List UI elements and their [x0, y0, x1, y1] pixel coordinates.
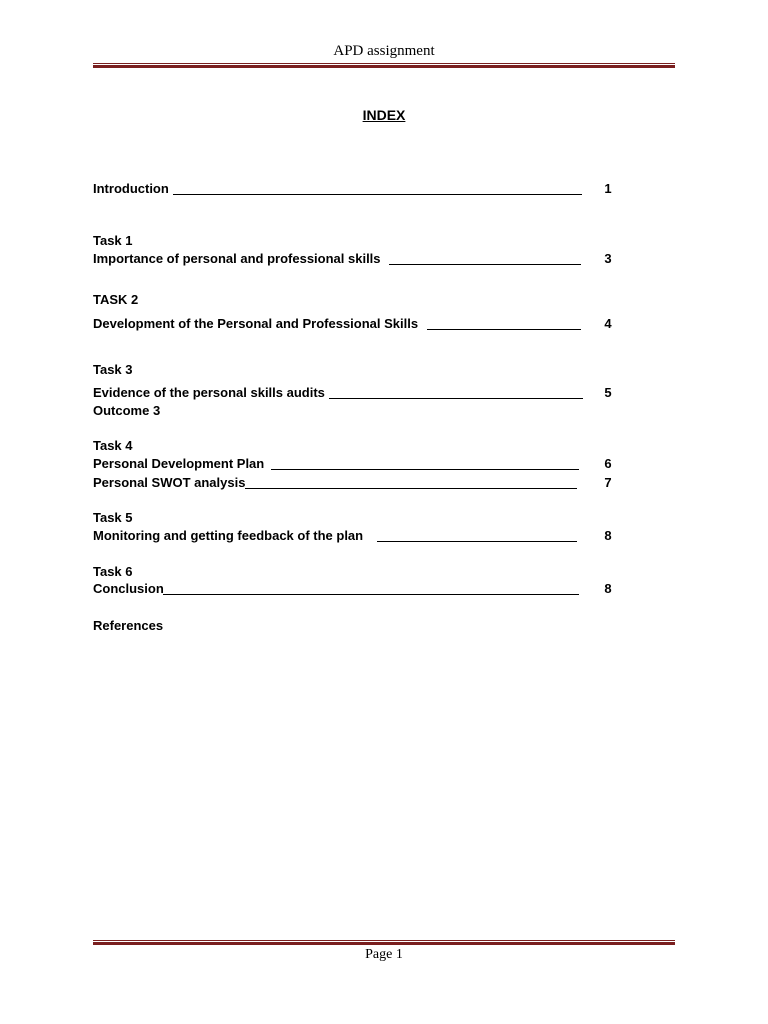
header-rule	[93, 63, 675, 68]
task-heading: Task 1	[93, 233, 133, 248]
toc-label: Conclusion	[93, 581, 164, 596]
toc-page-number: 5	[604, 385, 612, 400]
dot-leader	[173, 194, 582, 195]
toc-entry-introduction	[93, 181, 582, 197]
toc-page-number: 8	[604, 581, 612, 596]
toc-page-number: 8	[604, 528, 612, 543]
toc-entry-task4-swot	[93, 475, 577, 491]
toc-page-number: 4	[604, 316, 612, 331]
toc-label: Personal SWOT analysis	[93, 475, 246, 490]
toc-label: Introduction	[93, 181, 169, 196]
toc-entry-task5	[93, 528, 577, 544]
dot-leader	[271, 469, 579, 470]
index-title: INDEX	[362, 107, 406, 123]
toc-page-number: 6	[604, 456, 612, 471]
outcome-label: Outcome 3	[93, 403, 161, 418]
toc-label: Monitoring and getting feedback of the plan	[93, 528, 364, 543]
dot-leader	[389, 264, 581, 265]
toc-label: Importance of personal and professional skills	[93, 251, 381, 266]
footer-rule	[93, 940, 675, 945]
references-heading: References	[93, 618, 164, 633]
toc-entry-task2	[93, 316, 581, 332]
dot-leader	[427, 329, 581, 330]
toc-entry-task4-pdp	[93, 456, 579, 472]
dot-leader	[329, 398, 583, 399]
toc-page-number: 1	[604, 181, 612, 196]
dot-leader	[377, 541, 577, 542]
toc-entry-task6	[93, 581, 579, 597]
task-heading: Task 4	[93, 438, 133, 453]
header-title: APD assignment	[333, 43, 435, 59]
task-heading: Task 3	[93, 362, 133, 377]
toc-page-number: 3	[604, 251, 612, 266]
page-number-footer: Page 1	[365, 947, 403, 962]
task-heading: Task 6	[93, 564, 133, 579]
toc-label: Personal Development Plan	[93, 456, 265, 471]
toc-entry-task3	[93, 385, 583, 401]
dot-leader	[163, 594, 579, 595]
task-heading: TASK 2	[93, 292, 139, 307]
dot-leader	[245, 488, 577, 489]
task-heading: Task 5	[93, 510, 133, 525]
toc-label: Development of the Personal and Professional Skills	[93, 316, 419, 331]
toc-entry-task1	[93, 251, 581, 267]
toc-label: Evidence of the personal skills audits	[93, 385, 325, 400]
toc-page-number: 7	[604, 475, 612, 490]
